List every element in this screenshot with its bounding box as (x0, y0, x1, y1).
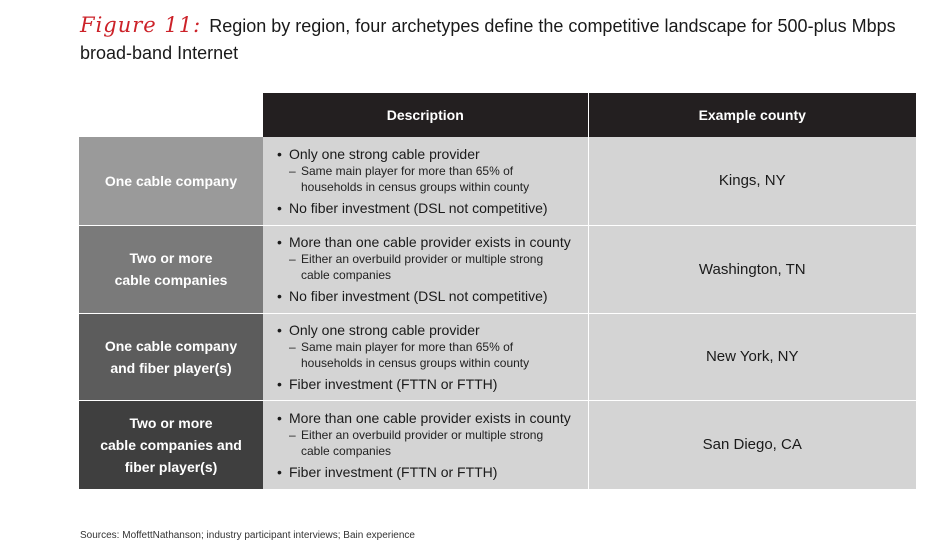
sub-bullet-text (301, 251, 543, 283)
bullet-text: No fiber investment (DSL not competitive) (289, 199, 548, 216)
bullet-text: Fiber investment (FTTN or FTTH) (289, 375, 498, 392)
bullet-icon: • (277, 288, 282, 304)
archetype-table (79, 93, 916, 489)
sub-bullet-item (277, 427, 580, 459)
bullet-text: Only one strong cable provider (289, 321, 480, 338)
bullet-item (277, 145, 580, 163)
bullet-item (277, 321, 580, 339)
bullet-text: No fiber investment (DSL not competitive) (289, 288, 548, 304)
bullet-icon: • (277, 145, 282, 162)
archetype-line: One cable company (104, 172, 238, 189)
bullet-item (277, 233, 580, 251)
header-example-county: Example county (588, 93, 916, 137)
example-county-cell: Washington, TN (588, 225, 916, 313)
bullet-icon: • (277, 375, 282, 392)
sub-bullet-line: Same main player for more than 65% of (301, 163, 514, 178)
table-row (79, 137, 916, 225)
example-county-cell: San Diego, CA (588, 400, 916, 489)
bullet-icon: • (277, 321, 282, 338)
sub-bullet-item (277, 339, 580, 371)
sub-bullet-line: households in census groups within county (301, 179, 530, 194)
table-row (79, 225, 916, 313)
description-cell (263, 137, 588, 225)
bullet-icon: • (277, 409, 282, 426)
sub-bullet-item (277, 163, 580, 195)
sub-bullet-line: cable companies (301, 268, 392, 282)
header-description: Description (263, 93, 588, 137)
archetype-line: cable companies (114, 272, 228, 288)
bullet-item (277, 375, 580, 393)
bullet-icon: • (277, 234, 282, 250)
sub-bullet-line: Either an overbuild provider or multiple strong (301, 252, 544, 266)
figure-title-text: Region by region, four archetypes define the competitive landscape for 500-plus Mbps broad-band Internet (80, 16, 896, 63)
sub-bullet-text (301, 427, 543, 459)
header-corner (79, 93, 263, 137)
bullet-item (277, 463, 580, 481)
sub-bullet-line: cable companies (301, 443, 392, 458)
sub-bullet-line: households in census groups within county (301, 355, 530, 370)
figure-title (80, 12, 930, 67)
dash-icon: – (289, 252, 296, 266)
bullet-text: More than one cable provider exists in county (289, 409, 571, 426)
archetype-cell (79, 137, 263, 225)
example-county-cell: New York, NY (588, 313, 916, 400)
archetype-cell (79, 225, 263, 313)
dash-icon: – (289, 427, 296, 442)
bullet-icon: • (277, 463, 282, 480)
table-header-row (79, 93, 916, 137)
archetype-line: cable companies and (100, 436, 242, 453)
sub-bullet-line: Same main player for more than 65% of (301, 339, 514, 354)
dash-icon: – (289, 163, 296, 178)
bullet-text: More than one cable provider exists in county (289, 234, 571, 250)
bullet-text: Only one strong cable provider (289, 145, 480, 162)
example-county-cell: Kings, NY (588, 137, 916, 225)
dash-icon: – (289, 339, 296, 354)
archetype-cell (79, 313, 263, 400)
figure-label: Figure 11: (80, 13, 202, 37)
description-cell (263, 313, 588, 400)
table-row (79, 400, 916, 489)
description-cell (263, 225, 588, 313)
archetype-line: Two or more (129, 414, 213, 431)
description-cell (263, 400, 588, 489)
bullet-item (277, 287, 580, 305)
archetype-cell (79, 400, 263, 489)
archetype-line: One cable company (104, 337, 238, 354)
bullet-text: Fiber investment (FTTN or FTTH) (289, 463, 498, 480)
bullet-item (277, 409, 580, 427)
bullet-item (277, 199, 580, 217)
sub-bullet-item (277, 251, 580, 283)
archetype-line: and fiber player(s) (110, 359, 232, 376)
archetype-line: fiber player(s) (124, 458, 218, 475)
sub-bullet-line: Either an overbuild provider or multiple strong (301, 427, 544, 442)
archetype-line: Two or more (129, 250, 213, 266)
sub-bullet-text (301, 163, 529, 195)
bullet-icon: • (277, 199, 282, 216)
table-row (79, 313, 916, 400)
sub-bullet-text (301, 339, 529, 371)
sources-note: Sources: MoffettNathanson; industry participant interviews; Bain experience (80, 530, 415, 541)
